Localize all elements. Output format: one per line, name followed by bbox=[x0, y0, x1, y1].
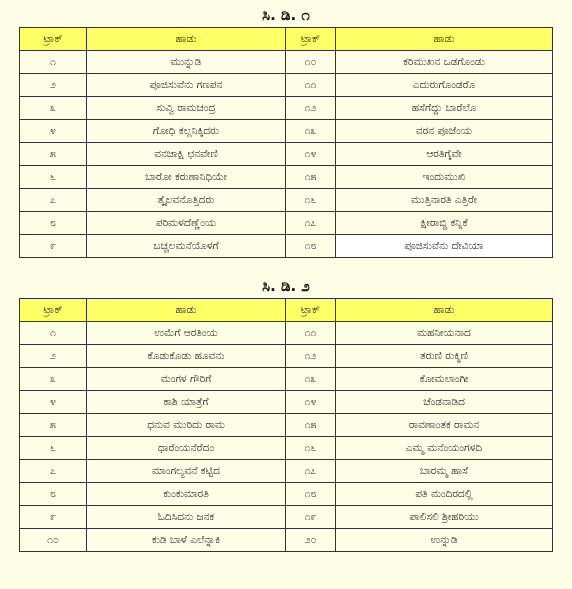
table-row bbox=[20, 391, 553, 414]
header-track: ಟ್ರಾಕ್ bbox=[286, 28, 336, 51]
track-number: ೧೮ bbox=[286, 483, 336, 506]
table-row bbox=[20, 437, 553, 460]
table-row bbox=[20, 143, 553, 166]
track-number: ೪ bbox=[20, 120, 87, 143]
song-title: ಎಮ್ಮ ಮನೆಂಯಂಗಳದಿ bbox=[336, 437, 553, 460]
track-number: ೧೧ bbox=[286, 74, 336, 97]
track-number: ೧೫ bbox=[286, 166, 336, 189]
table-row bbox=[20, 414, 553, 437]
table-row bbox=[20, 529, 553, 552]
track-number: ೧೯ bbox=[286, 506, 336, 529]
song-title: ಗೋಧಿ ಕಲ್ಲನಿಕ್ಕಿದರು bbox=[87, 120, 286, 143]
song-title: ಎದುರುಗೊಂಡರೊ bbox=[336, 74, 553, 97]
song-title: ಸುವ್ವಿ ರಾಮಚಂದ್ರ bbox=[87, 97, 286, 120]
header-track: ಟ್ರಾಕ್ bbox=[20, 28, 87, 51]
cd2-section bbox=[0, 258, 572, 552]
song-title: ಹಸೆಗೆದ್ದು ಬಾರೆಲೊ bbox=[336, 97, 553, 120]
table-row bbox=[20, 460, 553, 483]
song-title: ಉಮೆಗೆ ಆರತಿಂಯ bbox=[87, 322, 286, 345]
song-title: ತ್ಕೈಲವನೊತ್ತಿದರು bbox=[87, 189, 286, 212]
song-title: ಇಂದುಮುಖಿ bbox=[336, 166, 553, 189]
song-title: ತರುಣಿ ರುಕ್ಮಿಣಿ bbox=[336, 345, 553, 368]
track-number: ೧೫ bbox=[286, 414, 336, 437]
table-row bbox=[20, 74, 553, 97]
cd2-header-row bbox=[20, 299, 553, 322]
cd1-section bbox=[0, 0, 572, 258]
track-number: ೧೦ bbox=[20, 529, 87, 552]
song-title: ಮಾಂಗಲ್ಯವನೆ ಕಟ್ಟಿದ bbox=[87, 460, 286, 483]
song-title: ಪೂಜಿಸುವೆನು ಗಣಪನ bbox=[87, 74, 286, 97]
table-row bbox=[20, 322, 553, 345]
table-row bbox=[20, 212, 553, 235]
table-row bbox=[20, 368, 553, 391]
cd1-title: ಸಿ. ಡಿ. ೧ bbox=[262, 6, 310, 24]
table-row bbox=[20, 166, 553, 189]
song-title: ಕಾಶಿ ಯಾತ್ರೆಗೆ bbox=[87, 391, 286, 414]
header-song: ಹಾಡು bbox=[87, 28, 286, 51]
track-number: ೭ bbox=[20, 460, 87, 483]
song-title: ಮಹನೀಯನಾದ bbox=[336, 322, 553, 345]
cd1-table bbox=[19, 27, 553, 258]
song-title: ಪಾಲಿಸಲಿ ಶ್ರೀಹರಿಯು bbox=[336, 506, 553, 529]
track-number: ೧೪ bbox=[286, 143, 336, 166]
track-number: ೧೨ bbox=[286, 345, 336, 368]
song-title: ಕ್ಷೀರಾಬ್ಧಿ ಕನ್ನಿಕೆ bbox=[336, 212, 553, 235]
track-number: ೩ bbox=[20, 97, 87, 120]
table-row bbox=[20, 483, 553, 506]
song-title: ಮುತ್ತಿನಾರತಿ ಎತ್ತಿರೇ bbox=[336, 189, 553, 212]
track-number: ೧೧ bbox=[286, 322, 336, 345]
track-number: ೧೨ bbox=[286, 97, 336, 120]
table-row bbox=[20, 189, 553, 212]
table-row bbox=[20, 506, 553, 529]
track-number: ೯ bbox=[20, 506, 87, 529]
song-title: ಕೋಮಲಾಂಗೀ bbox=[336, 368, 553, 391]
table-row bbox=[20, 97, 553, 120]
cd2-table bbox=[19, 298, 553, 552]
track-number: ೧೪ bbox=[286, 391, 336, 414]
song-title: ಓದಿಸಿದನು ಜನಕ bbox=[87, 506, 286, 529]
header-track: ಟ್ರಾಕ್ bbox=[286, 299, 336, 322]
track-number: ೯ bbox=[20, 235, 87, 258]
song-title: ಮಂಗಳ ಗೌರಿಗೆ bbox=[87, 368, 286, 391]
song-title: ಧನುವ ಮುರಿದು ರಾಮ bbox=[87, 414, 286, 437]
song-title: ಬಚ್ಚಲಮನೆಯೊಳಗೆ bbox=[87, 235, 286, 258]
song-title: ಕುಂಕುಮಾರತಿ bbox=[87, 483, 286, 506]
header-song: ಹಾಡು bbox=[336, 299, 553, 322]
track-number: ೬ bbox=[20, 437, 87, 460]
song-title: ಕೊಡುಕೊಡು ಹೂವನು bbox=[87, 345, 286, 368]
track-number: ೪ bbox=[20, 391, 87, 414]
table-row bbox=[20, 235, 553, 258]
cd2-title: ಸಿ. ಡಿ. ೨ bbox=[262, 277, 310, 295]
track-number: ೧೩ bbox=[286, 368, 336, 391]
track-number: ೧೬ bbox=[286, 189, 336, 212]
track-number: ೧ bbox=[20, 51, 87, 74]
song-title: ಉನ್ನುಡಿ bbox=[336, 529, 553, 552]
song-title: ಕುಡಿ ಬಾಳೆ ಎಲೆನ್ನಾಕಿ bbox=[87, 529, 286, 552]
track-number: ೧೦ bbox=[286, 51, 336, 74]
track-number: ೭ bbox=[20, 189, 87, 212]
track-number: ೮ bbox=[20, 212, 87, 235]
table-row bbox=[20, 120, 553, 143]
song-title: ಬಾರೋ ಕರುಣಾನಿಧಿಯೇ bbox=[87, 166, 286, 189]
song-title: ಪೂಜಿಸುವೆನು ದೇವಿಯಾ bbox=[336, 235, 553, 258]
track-number: ೬ bbox=[20, 166, 87, 189]
track-number: ೨೦ bbox=[286, 529, 336, 552]
track-number: ೫ bbox=[20, 143, 87, 166]
song-title: ಆರತಿಗ್ಕೆವೇ bbox=[336, 143, 553, 166]
song-title: ಪರಿಮಳದೆಣ್ಣೆಂಯ bbox=[87, 212, 286, 235]
track-number: ೧೮ bbox=[286, 235, 336, 258]
header-song: ಹಾಡು bbox=[336, 28, 553, 51]
track-number: ೨ bbox=[20, 74, 87, 97]
song-title: ಧಾರೆಂಯನೆರೆದಂ bbox=[87, 437, 286, 460]
song-title: ಬಾರಮ್ಮ ಹಾಸೆ bbox=[336, 460, 553, 483]
track-number: ೧೩ bbox=[286, 120, 336, 143]
song-title: ಚೆಂಡನಾಡಿದ bbox=[336, 391, 553, 414]
song-title: ಮುನ್ನುಡಿ bbox=[87, 51, 286, 74]
song-title: ಕರಿಮುಖನ ಒಡಗೊಂಡು bbox=[336, 51, 553, 74]
track-number: ೫ bbox=[20, 414, 87, 437]
song-title: ವನಜಾಕ್ಷಿ ಛನವೇಣಿ bbox=[87, 143, 286, 166]
song-title: ಪತಿ ಮಂದಿರದಲ್ಲಿ bbox=[336, 483, 553, 506]
track-number: ೧ bbox=[20, 322, 87, 345]
track-number: ೮ bbox=[20, 483, 87, 506]
song-title: ವರನ ಪೂಜೆಂಯ bbox=[336, 120, 553, 143]
cd1-header-row bbox=[20, 28, 553, 51]
track-number: ೧೭ bbox=[286, 460, 336, 483]
track-number: ೩ bbox=[20, 368, 87, 391]
table-row bbox=[20, 51, 553, 74]
track-number: ೨ bbox=[20, 345, 87, 368]
header-track: ಟ್ರಾಕ್ bbox=[20, 299, 87, 322]
track-number: ೧೬ bbox=[286, 437, 336, 460]
table-row bbox=[20, 345, 553, 368]
header-song: ಹಾಡು bbox=[87, 299, 286, 322]
song-title: ರಾವಣಾಂತಕ ರಾಮನ bbox=[336, 414, 553, 437]
track-number: ೧೭ bbox=[286, 212, 336, 235]
